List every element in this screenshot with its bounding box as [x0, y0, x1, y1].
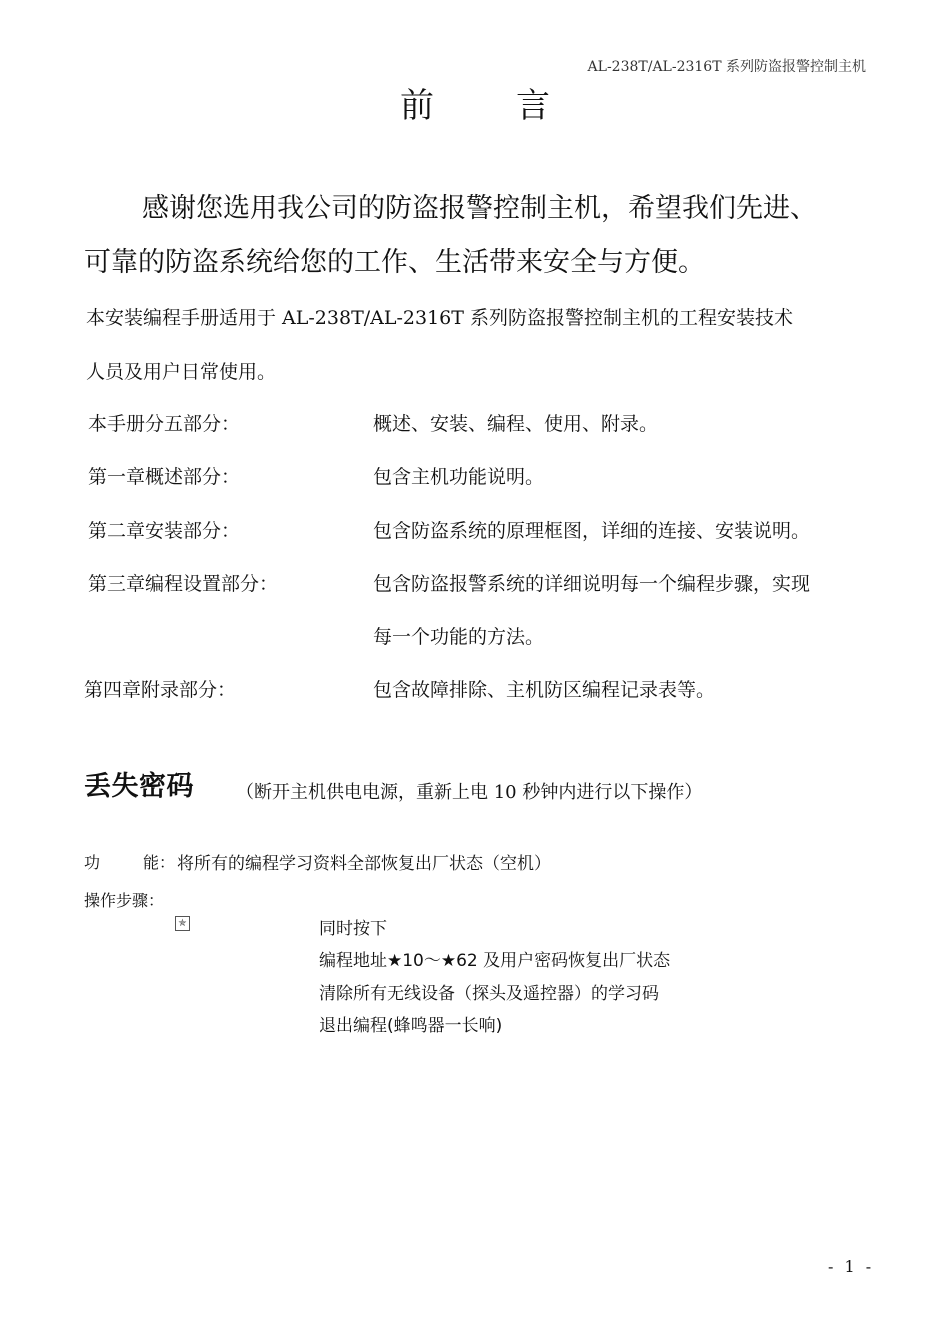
function-label-suffix: 能： — [143, 853, 176, 872]
contents-label-chapter2: 第二章安装部分： — [88, 520, 241, 542]
steps-label: 操作步骤： — [84, 891, 165, 910]
lost-password-heading: 丢失密码 — [84, 771, 194, 802]
contents-label-chapter4: 第四章附录部分： — [84, 679, 237, 701]
function-description: 将所有的编程学习资料全部恢复出厂状态（空机） — [177, 854, 551, 874]
contents-desc-chapter3: 包含防盗报警系统的详细说明每一个编程步骤，实现 — [373, 573, 811, 595]
title-char-left: 前 — [400, 86, 434, 126]
intro-paragraph-line1: 本安装编程手册适用于 AL-238T/AL-2316T 系列防盗报警控制主机的工程安装技术 — [86, 307, 793, 329]
star-key-icon: ✯ — [175, 916, 190, 931]
page-number: - 1 - — [828, 1257, 875, 1276]
contents-desc-chapter1: 包含主机功能说明。 — [373, 466, 545, 488]
thanks-paragraph-line2: 可靠的防盗系统给您的工作、生活带来安全与方便。 — [84, 247, 705, 278]
intro-paragraph-line2: 人员及用户日常使用。 — [86, 361, 277, 383]
contents-label-overview: 本手册分五部分： — [88, 413, 241, 435]
function-label: 功 — [84, 853, 101, 872]
thanks-paragraph-line1: 感谢您选用我公司的防盗报警控制主机，希望我们先进、 — [142, 193, 817, 224]
contents-desc-chapter2: 包含防盗系统的原理框图，详细的连接、安装说明。 — [373, 520, 811, 542]
step-item: 退出编程(蜂鸣器一长响) — [319, 1016, 503, 1036]
running-header: AL-238T/AL-2316T 系列防盗报警控制主机 — [587, 59, 866, 75]
contents-desc-chapter3-continued: 每一个功能的方法。 — [373, 626, 545, 648]
contents-label-chapter1: 第一章概述部分： — [88, 466, 241, 488]
lost-password-note: （断开主机供电电源，重新上电 10 秒钟内进行以下操作） — [236, 782, 703, 803]
contents-desc-chapter4: 包含故障排除、主机防区编程记录表等。 — [373, 679, 716, 701]
step-item: 编程地址★10～★62 及用户密码恢复出厂状态 — [319, 951, 671, 971]
contents-desc-overview: 概述、安装、编程、使用、附录。 — [373, 413, 659, 435]
step-item: 同时按下 — [319, 919, 387, 939]
page-title — [0, 78, 950, 127]
step-item: 清除所有无线设备（探头及遥控器）的学习码 — [319, 984, 659, 1004]
contents-label-chapter3: 第三章编程设置部分： — [88, 573, 279, 595]
title-char-right: 言 — [516, 86, 550, 126]
